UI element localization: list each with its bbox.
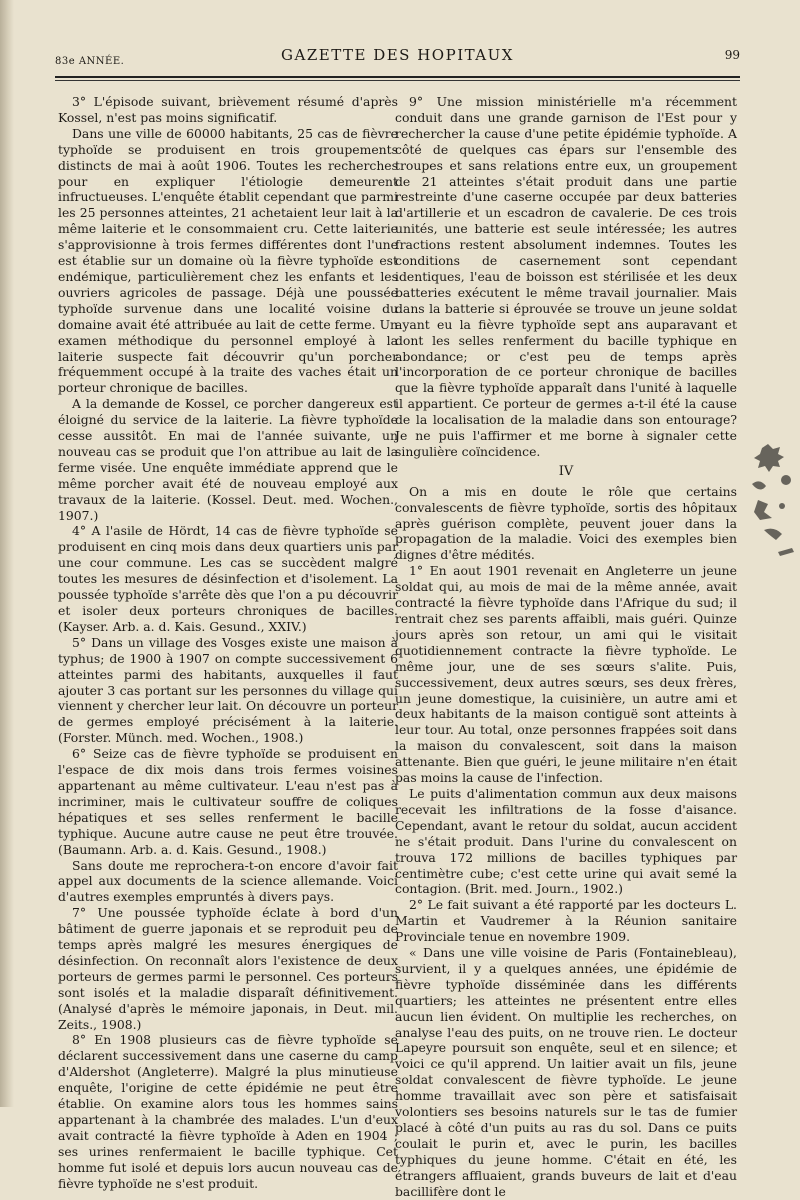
binding-shadow xyxy=(0,0,14,1107)
library-stamp-mark xyxy=(742,440,800,570)
paragraph: 5° Dans un village des Vosges existe une maison à typhus; de 1900 à 1907 on compte successivement 6 atteintes parmi des habitants, auxquelles il faut ajouter 3 cas portant sur les personnes du village qui viennent y chercher leur lait. On découvre un porteur de germes employé précisément à la laiterie. (Forster. Münch. med. Wochen., 1908.) xyxy=(58,634,398,746)
paragraph: 8° En 1908 plusieurs cas de fièvre typhoïde se déclarent successivement dans une caserne du camp d'Aldershot (Angleterre). Malgré la plus minutieuse enquête, l'origine de cette épidémie ne peut être établie. On examine alors tous les hommes sains appartenant à la chambrée des malades. L'un d'eux avait contracté la fièvre typhoïde à Aden en 1904 ; ses urines renfermaient le bacille typhique. Cet homme fut isolé et depuis lors aucun nouveau cas de fièvre typhoïde ne s'est produit. xyxy=(58,1032,398,1191)
page-number: 99 xyxy=(724,48,740,62)
header-rule-thin xyxy=(55,80,740,81)
paragraph: On a mis en doute le rôle que certains convalescents de fièvre typhoïde, sortis des hôpitaux après guérison complète, peuvent jouer dans la propagation de la maladie. Voici des exemples bien dignes d'être médités. xyxy=(395,483,737,563)
paragraph: Le puits d'alimentation commun aux deux maisons recevait les infiltrations de la fosse d'aisance. Cependant, avant le retour du soldat, aucun accident ne s'était produit. Dans l'urine du convalescent on trouva 172 millions de bacilles typhiques par centimètre cube; c'est cette urine qui avait semé la contagion. (Brit. med. Journ., 1902.) xyxy=(395,785,737,897)
header-rule-thick xyxy=(55,76,740,78)
right-column xyxy=(395,94,737,1200)
left-column xyxy=(58,94,398,1192)
section-heading: IV xyxy=(558,463,574,479)
paragraph: 9° Une mission ministérielle m'a récemment conduit dans une grande garnison de l'Est pour y rechercher la cause d'une petite épidémie typhoïde. A côté de quelques cas épars sur l'ensemble des troupes et sans relations entre eux, un groupement de 21 atteintes s'était produit dans une partie restreinte d'une caserne occupée par deux batteries d'artillerie et un escadron de cavalerie. De ces trois unités, une batterie est seule intéressée; les autres fractions restent absolument indemnes. Toutes les conditions de casernement sont cependant identiques, l'eau de boisson est stérilisée et les deux batteries exécutent le même travail journalier. Mais dans la batterie si éprouvée se trouve un jeune soldat ayant eu la fièvre typhoïde sept ans auparavant et dont les selles renferment du bacille typhique en abondance; or c'est peu de temps après l'incorporation de ce porteur chronique de bacilles que la fièvre typhoïde apparaît dans l'unité à laquelle il appartient. Ce porteur de germes a-t-il été la cause de la localisation de la maladie dans son entourage? Je ne puis l'affirmer et me borne à signaler cette singulière coïncidence. xyxy=(395,94,737,459)
volume-label: 83e ANNÉE. xyxy=(55,56,125,67)
paragraph: « Dans une ville voisine de Paris (Fontainebleau), survient, il y a quelques années, une épidémie de fièvre typhoïde disséminée dans les différents quartiers; les atteintes ne présentent entre elles aucun lien évident. On multiplie les recherches, on analyse l'eau des puits, on ne trouve rien. Le docteur Lapeyre poursuit son enquête, seul et en silence; et voici ce qu'il apprend. Un laitier avait un fils, jeune soldat convalescent de fièvre typhoïde. Le jeune homme travaillait avec son père et satisfaisait volontiers ses besoins naturels sur le tas de fumier placé à côté d'un puits au ras du sol. Dans ce puits coulait le purin et, avec le purin, les bacilles typhiques du jeune homme. C'était en été, les étrangers affluaient, grands buveurs de lait et d'eau bacillifère dont le xyxy=(395,945,737,1199)
paragraph: 7° Une poussée typhoïde éclate à bord d'un bâtiment de guerre japonais et se reproduit peu de temps après malgré les mesures énergiques de désinfection. On reconnaît alors l'existence de deux porteurs de germes parmi le personnel. Ces porteurs sont isolés et la maladie disparaît définitivement. (Analysé d'après le mémoire japonais, in Deut. mil. Zeits., 1908.) xyxy=(58,905,398,1032)
paragraph: 4° A l'asile de Hördt, 14 cas de fièvre typhoïde se produisent en cinq mois dans deux quartiers unis par une cour commune. Les cas se succèdent malgré toutes les mesures de désinfection et d'isolement. La poussée typhoïde s'arrête dès que l'on a pu découvrir et isoler deux porteurs chroniques de bacilles. (Kayser. Arb. a. d. Kais. Gesund., XXIV.) xyxy=(58,523,398,634)
paragraph: 2° Le fait suivant a été rapporté par les docteurs L. Martin et Vaudremer à la Réunion sanitaire Provinciale tenue en novembre 1909. xyxy=(395,897,737,945)
paragraph: Dans une ville de 60000 habitants, 25 cas de fièvre typhoïde se produisent en trois groupements distincts de mai à août 1906. Toutes les recherches pour en expliquer l'étiologie demeurent infructueuses. L'enquête établit cependant que parmi les 25 personnes atteintes, 21 achetaient leur lait à la même laiterie et le consommaient cru. Cette laiterie s'approvisionne à trois fermes différentes dont l'une est établie sur un domaine où la fièvre typhoïde est endémique, particulièrement chez les enfants et les ouvriers agricoles de passage. Déjà une poussée typhoïde survenue dans une localité voisine du domaine avait été attribuée au lait de cette ferme. Un examen méthodique du personnel employé à la laiterie suspecte fait découvrir qu'un porcher fréquemment occupé à la traite des vaches était un porteur chronique de bacilles. xyxy=(58,125,398,396)
journal-title: GAZETTE DES HOPITAUX xyxy=(281,46,514,64)
paragraph: Sans doute me reprochera-t-on encore d'avoir fait appel aux documents de la science allemande. Voici d'autres exemples empruntés à divers pays. xyxy=(58,857,398,905)
paragraph: 1° En aout 1901 revenait en Angleterre un jeune soldat qui, au mois de mai de la même année, avait contracté la fièvre typhoïde dans l'Afrique du sud; il rentrait chez ses parents affaibli, mais guéri. Quinze jours après son retour, un ami qui le visitait quotidiennement contracte la fièvre typhoïde. Le même jour, une de ses sœurs s'alite. Puis, successivement, deux autres sœurs, ses deux frères, un jeune domestique, la cuisinière, un autre ami et deux habitants de la maison contiguë sont atteints à leur tour. Au total, onze personnes frappées soit dans la maison du convalescent, soit dans la maison attenante. Bien que guéri, le jeune militaire n'en était pas moins la cause de l'infection. xyxy=(395,563,737,786)
paragraph: 6° Seize cas de fièvre typhoïde se produisent en l'espace de dix mois dans trois fermes voisines appartenant au même cultivateur. L'eau n'est pas à incriminer, mais le cultivateur souffre de coliques hépatiques et ses selles renferment le bacille typhique. Aucune autre cause ne peut être trouvée. (Baumann. Arb. a. d. Kais. Gesund., 1908.) xyxy=(58,746,398,857)
paragraph: A la demande de Kossel, ce porcher dangereux est éloigné du service de la laiterie. La fièvre typhoïde cesse aussitôt. En mai de l'année suivante, un nouveau cas se produit que l'on attribue au lait de la ferme visée. Une enquête immédiate apprend que le même porcher avait été de nouveau employé aux travaux de la laiterie. (Kossel. Deut. med. Wochen., 1907.) xyxy=(58,396,398,523)
paragraph: 3° L'épisode suivant, brièvement résumé d'après Kossel, n'est pas moins significatif. xyxy=(58,94,398,125)
page-header xyxy=(55,44,740,74)
